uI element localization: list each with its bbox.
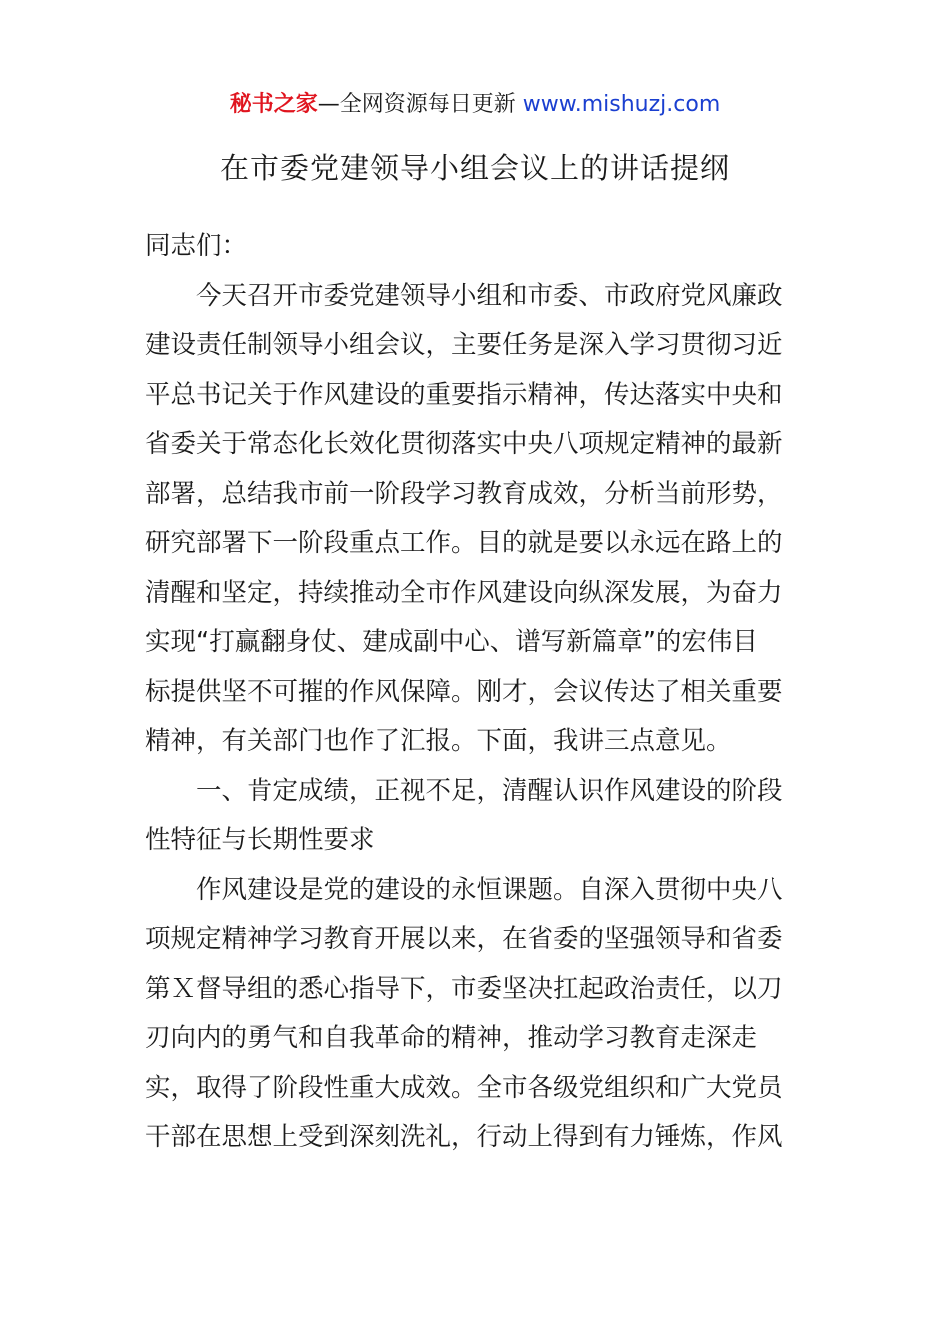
section-heading-line: 一、肯定成绩，正视不足，清醒认识作风建设的阶段 [196, 775, 783, 806]
paragraph-line: 研究部署下一阶段重点工作。目的就是要以永远在路上的 [145, 528, 783, 558]
paragraph-line: 精神，有关部门也作了汇报。下面，我讲三点意见。 [145, 726, 732, 756]
paragraph-line: 省委关于常态化长效化贯彻落实中央八项规定精神的最新 [145, 429, 783, 459]
paragraph-line: 标提供坚不可摧的作风保障。刚才，会议传达了相关重要 [145, 676, 783, 707]
document-title: 在市委党建领导小组会议上的讲话提纲 [219, 151, 730, 185]
paragraph-line: 实现“打赢翻身仗、建成副中心、谱写新篇章”的宏伟目 [145, 627, 758, 657]
brand-name: 秘书之家 [229, 92, 318, 117]
site-url-link[interactable]: www.mishuzj.com [522, 92, 721, 117]
paragraph-line: 项规定精神学习教育开展以来，在省委的坚强领导和省委 [145, 924, 783, 954]
salutation: 同志们： [145, 231, 248, 261]
paragraph-line: 干部在思想上受到深刻洗礼，行动上得到有力锤炼，作风 [145, 1122, 783, 1152]
paragraph-line: 第Ｘ督导组的悉心指导下，市委坚决扛起政治责任，以刀 [145, 973, 783, 1004]
site-header [0, 88, 950, 122]
paragraph-line: 刃向内的勇气和自我革命的精神，推动学习教育走深走 [145, 1023, 758, 1053]
paragraph-line: 平总书记关于作风建设的重要指示精神，传达落实中央和 [145, 379, 783, 410]
paragraph-line: 部署，总结我市前一阶段学习教育成效，分析当前形势， [145, 478, 783, 509]
document-body [145, 222, 807, 1163]
paragraph-line: 清醒和坚定，持续推动全市作风建设向纵深发展，为奋力 [145, 577, 783, 608]
paragraph-line: 作风建设是党的建设的永恒课题。自深入贯彻中央八 [196, 874, 783, 905]
section-heading-line: 性特征与长期性要求 [145, 825, 375, 855]
paragraph-line: 实，取得了阶段性重大成效。全市各级党组织和广大党员 [145, 1072, 783, 1103]
header-tagline: —全网资源每日更新 [317, 92, 516, 117]
paragraph-line: 建设责任制领导小组会议，主要任务是深入学习贯彻习近 [145, 330, 783, 360]
paragraph-line: 今天召开市委党建领导小组和市委、市政府党风廉政 [196, 280, 783, 311]
